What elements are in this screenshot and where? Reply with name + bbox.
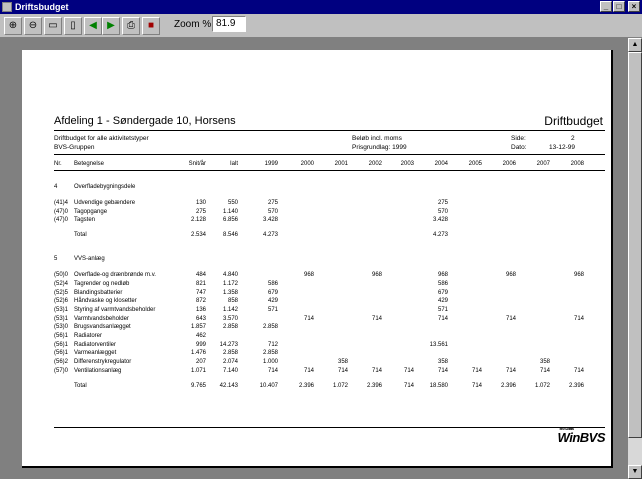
table-cell: 1.140 — [222, 208, 238, 215]
column-header: 1999 — [264, 161, 278, 167]
total-cell: 1.072 — [534, 382, 550, 389]
zoom-label: Zoom % — [174, 19, 212, 30]
table-cell: 999 — [195, 341, 206, 348]
section-title: VVS-anlæg — [74, 256, 105, 263]
total-cell: Total — [74, 232, 87, 239]
table-cell: 714 — [505, 367, 516, 374]
table-cell: 714 — [505, 315, 516, 322]
table-cell: Brugsvandsanlægget — [74, 324, 131, 331]
table-cell: Varmeanlægget — [74, 350, 117, 357]
table-cell: 858 — [227, 298, 238, 305]
minimize-button[interactable]: _ — [600, 1, 612, 12]
table-cell: 3.428 — [262, 217, 278, 224]
table-cell: 136 — [195, 306, 206, 313]
column-header: 2006 — [502, 161, 516, 167]
side-label: Side: — [511, 135, 526, 142]
table-cell: 747 — [195, 289, 206, 296]
table-cell: 1.142 — [222, 306, 238, 313]
table-cell: (56)1 — [54, 333, 69, 339]
divider — [54, 170, 605, 171]
table-cell: 3.570 — [222, 315, 238, 322]
total-cell: 2.396 — [568, 382, 584, 389]
table-cell: 714 — [539, 367, 550, 374]
logo-text: WinBVS — [557, 430, 605, 445]
total-cell: 714 — [471, 382, 482, 389]
table-cell: (52)5 — [54, 289, 69, 296]
table-cell: (47)0 — [54, 217, 69, 224]
table-cell: 7.140 — [222, 367, 238, 374]
column-header: 2004 — [434, 161, 448, 167]
table-cell: 714 — [303, 315, 314, 322]
page-icon[interactable]: ▯ — [64, 17, 82, 35]
table-cell: 14.273 — [219, 341, 238, 348]
total-cell: 42.143 — [219, 382, 238, 389]
report-heading: Afdeling 1 - Søndergade 10, Horsens — [54, 115, 236, 127]
total-cell: 9.765 — [190, 382, 206, 389]
table-cell: 714 — [403, 367, 414, 374]
table-cell: Blandingsbatterier — [74, 289, 123, 296]
table-cell: 571 — [267, 306, 278, 313]
table-cell: 2.074 — [222, 359, 238, 366]
table-cell: 275 — [267, 200, 278, 206]
table-cell: Tagsten — [74, 217, 96, 224]
previous-page-icon[interactable]: ◀ — [84, 17, 102, 35]
table-cell: 872 — [195, 298, 206, 305]
table-cell: 714 — [371, 367, 382, 374]
section-number: 5 — [54, 256, 58, 263]
divider — [54, 130, 605, 131]
column-header: 2007 — [536, 161, 550, 167]
table-cell: (57)0 — [54, 367, 69, 374]
preview-area[interactable] — [0, 38, 628, 479]
scroll-down-icon[interactable]: ▼ — [628, 465, 642, 479]
table-cell: 1.000 — [262, 359, 278, 366]
table-cell: 462 — [195, 333, 206, 339]
meta-scope: Driftbudget for alle aktivitetstyper — [54, 135, 149, 142]
date-label: Dato: — [511, 144, 527, 151]
table-cell: Tagrender og nedløb — [74, 280, 130, 287]
next-page-icon[interactable]: ▶ — [102, 17, 120, 35]
winbvs-logo — [557, 426, 605, 445]
column-header: 2005 — [468, 161, 482, 167]
column-header: 2001 — [334, 161, 348, 167]
table-cell: Styring af varmtvandsbeholder — [74, 306, 156, 313]
table-cell: Håndvaske og klosetter — [74, 298, 137, 305]
maximize-button[interactable]: □ — [613, 1, 625, 12]
table-cell: 714 — [471, 367, 482, 374]
table-cell: 275 — [437, 200, 448, 206]
table-cell: 714 — [437, 315, 448, 322]
table-cell: 1.071 — [190, 367, 206, 374]
total-cell: 8.546 — [222, 232, 238, 239]
total-cell: 714 — [403, 382, 414, 389]
table-cell: (56)1 — [54, 350, 69, 357]
table-cell: (56)1 — [54, 341, 69, 348]
column-header: 2002 — [368, 161, 382, 167]
table-cell: 570 — [267, 208, 278, 215]
side-value: 2 — [571, 135, 575, 142]
print-icon[interactable]: ⎙ — [122, 17, 140, 35]
table-cell: 714 — [573, 315, 584, 322]
scroll-thumb[interactable] — [628, 52, 642, 438]
table-cell: 1.172 — [222, 280, 238, 287]
table-cell: 4.840 — [222, 272, 238, 279]
report-doc-title: Driftbudget — [544, 114, 603, 128]
table-cell: 968 — [505, 272, 516, 279]
table-cell: 1.476 — [190, 350, 206, 357]
total-cell: Total — [74, 382, 87, 389]
section-number: 4 — [54, 184, 58, 190]
table-cell: 358 — [539, 359, 550, 366]
table-cell: 1.358 — [222, 289, 238, 296]
close-button[interactable]: × — [628, 1, 640, 12]
meta-price-basis: Prisgrundlag: 1999 — [352, 144, 407, 151]
total-cell: 2.396 — [298, 382, 314, 389]
exit-icon[interactable]: ■ — [142, 17, 160, 35]
total-cell: 2.534 — [190, 232, 206, 239]
table-cell: Differenstrykregulator — [74, 359, 132, 366]
meta-amount: Beløb incl. moms — [352, 135, 402, 142]
table-cell: 679 — [437, 289, 448, 296]
column-header: Ialt — [229, 161, 238, 167]
table-cell: 207 — [195, 359, 206, 366]
table-cell: Radiatorer — [74, 333, 103, 339]
scroll-up-icon[interactable]: ▲ — [628, 38, 642, 52]
table-cell: 2.858 — [222, 324, 238, 331]
table-cell: 968 — [437, 272, 448, 279]
table-cell: (56)2 — [54, 359, 69, 366]
table-cell: 714 — [303, 367, 314, 374]
date-value: 13-12-99 — [549, 144, 576, 151]
window-title: Driftsbudget — [15, 2, 69, 12]
table-cell: Radiatorventiler — [74, 341, 117, 348]
column-header: 2003 — [400, 161, 414, 167]
table-cell: 968 — [303, 272, 314, 279]
divider — [54, 154, 605, 155]
table-cell: 714 — [267, 367, 278, 374]
table-cell: 714 — [437, 367, 448, 374]
table-cell: 484 — [195, 272, 206, 279]
table-cell: (52)4 — [54, 280, 69, 287]
table-cell: 3.428 — [432, 217, 448, 224]
table-cell: (47)0 — [54, 208, 69, 215]
table-cell: 550 — [227, 200, 238, 206]
meta-group: BVS-Gruppen — [54, 144, 95, 151]
total-cell: 2.396 — [500, 382, 516, 389]
total-cell: 10.407 — [259, 382, 278, 389]
table-cell: 2.858 — [262, 350, 278, 357]
table-cell: 275 — [195, 208, 206, 215]
column-header: 2000 — [300, 161, 314, 167]
window-titlebar — [0, 0, 642, 14]
zoom-in-icon[interactable]: ⊕ — [4, 17, 22, 35]
table-cell: Udvendige gebændere — [74, 200, 136, 206]
table-cell: 712 — [267, 341, 278, 348]
table-cell: (53)0 — [54, 324, 69, 331]
table-cell: Ventilationsanlæg — [74, 367, 122, 374]
zoom-input[interactable]: 81.9 — [212, 16, 246, 32]
column-header: Snit/år — [188, 161, 206, 167]
column-header: Betegnelse — [74, 161, 105, 167]
table-cell: 679 — [267, 289, 278, 296]
app-icon[interactable] — [2, 2, 12, 12]
column-header: Nr. — [54, 161, 62, 167]
table-cell: 586 — [437, 280, 448, 287]
table-cell: 643 — [195, 315, 206, 322]
table-cell: (53)1 — [54, 315, 69, 322]
table-cell: 586 — [267, 280, 278, 287]
column-header: 2008 — [570, 161, 584, 167]
table-cell: 821 — [195, 280, 206, 287]
table-cell: 2.858 — [262, 324, 278, 331]
table-cell: (41)4 — [54, 200, 69, 206]
table-cell: 429 — [437, 298, 448, 305]
zoom-fit-icon[interactable]: ▭ — [44, 17, 62, 35]
table-cell: 714 — [337, 367, 348, 374]
table-cell: Varmtvandsbeholder — [74, 315, 129, 322]
logo-small-text: BVS-data — [559, 426, 574, 431]
table-cell: 358 — [437, 359, 448, 366]
table-cell: 13.561 — [429, 341, 448, 348]
table-cell: (50)0 — [54, 272, 69, 279]
table-cell: 429 — [267, 298, 278, 305]
table-cell: 2.858 — [222, 350, 238, 357]
vertical-scrollbar[interactable] — [628, 38, 642, 479]
total-cell: 18.580 — [429, 382, 448, 389]
table-cell: Overflade-og drænbrønde m.v. — [74, 272, 156, 279]
table-cell: Tagopgange — [74, 208, 108, 215]
table-cell: 2.128 — [190, 217, 206, 224]
table-cell: 1.857 — [190, 324, 206, 331]
total-cell: 2.396 — [366, 382, 382, 389]
table-cell: 714 — [573, 367, 584, 374]
table-cell: 6.856 — [222, 217, 238, 224]
table-cell: 358 — [337, 359, 348, 366]
table-cell: 968 — [573, 272, 584, 279]
total-cell: 1.072 — [332, 382, 348, 389]
table-cell: 968 — [371, 272, 382, 279]
toolbar — [0, 14, 642, 38]
table-cell: 571 — [437, 306, 448, 313]
report-page — [22, 50, 613, 468]
table-cell: (52)6 — [54, 298, 69, 305]
total-cell: 4.273 — [432, 232, 448, 239]
zoom-out-icon[interactable]: ⊖ — [24, 17, 42, 35]
total-cell: 4.273 — [262, 232, 278, 239]
table-cell: 130 — [195, 200, 206, 206]
divider — [54, 427, 605, 428]
table-cell: (53)1 — [54, 306, 69, 313]
section-title: Overfladebygningsdele — [74, 184, 136, 190]
table-cell: 714 — [371, 315, 382, 322]
table-cell: 570 — [437, 208, 448, 215]
